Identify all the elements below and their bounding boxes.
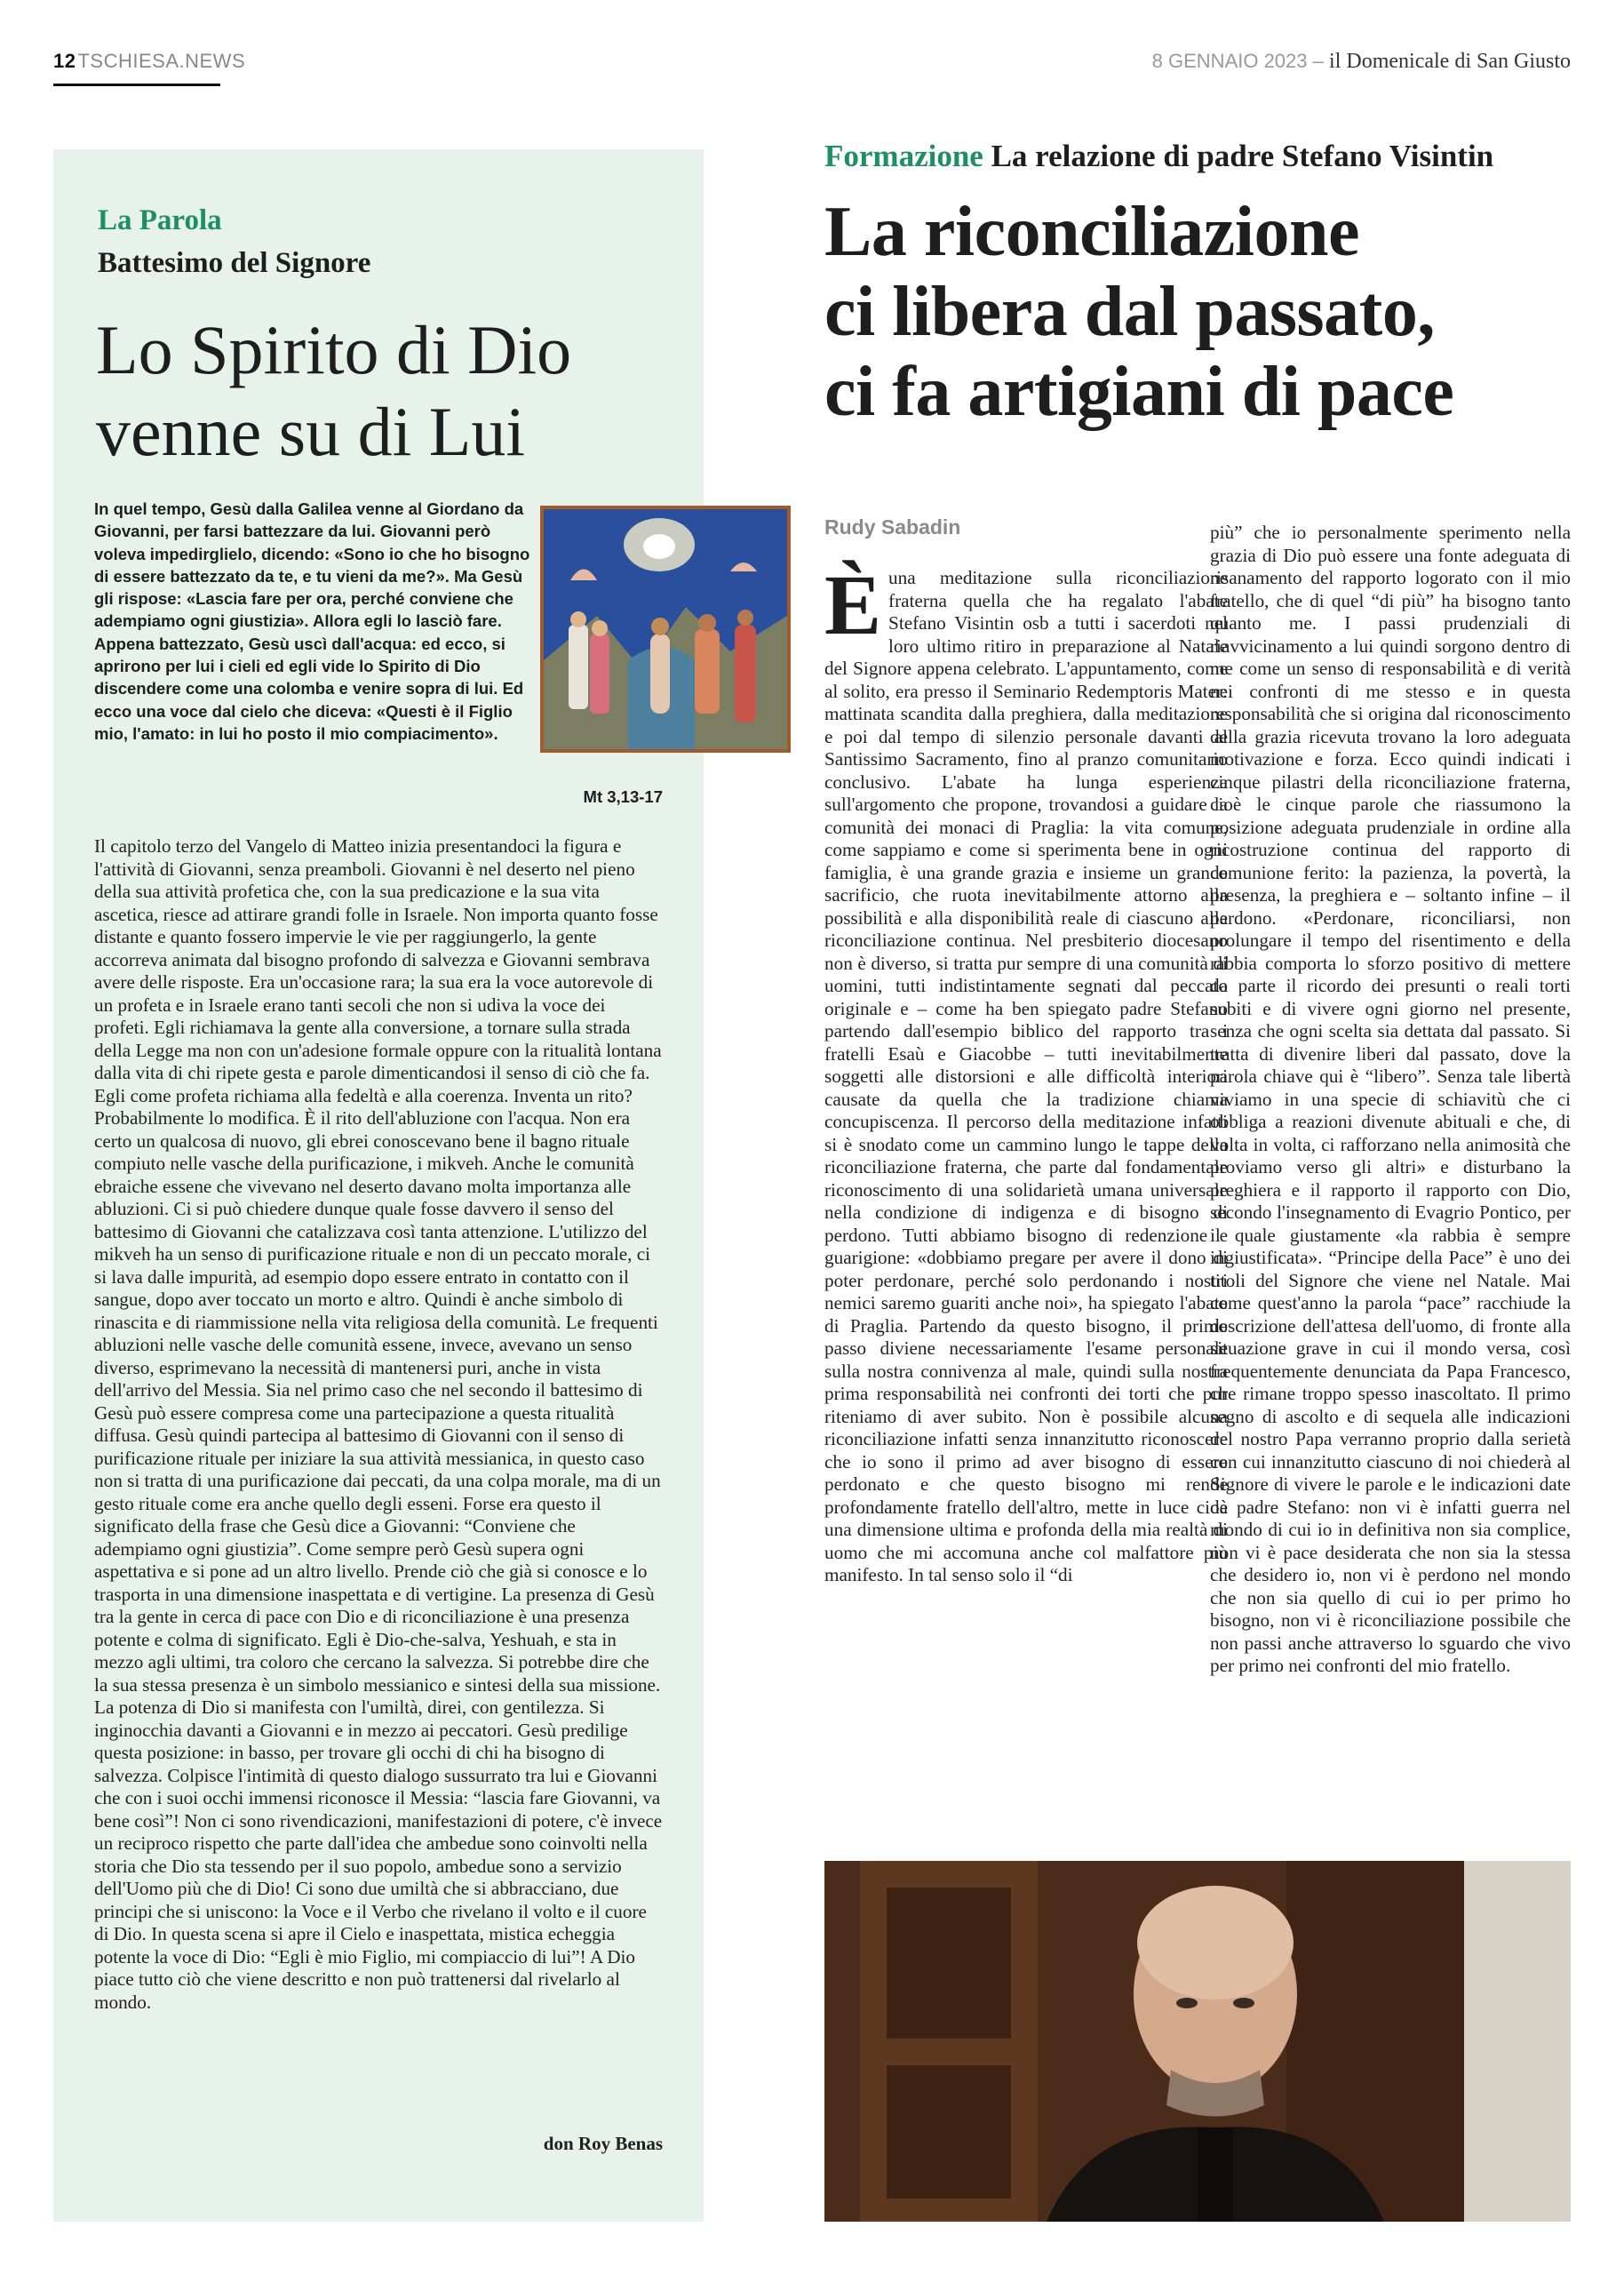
header-separator: – bbox=[1312, 50, 1324, 72]
left-author: don Roy Benas bbox=[543, 2133, 663, 2154]
portrait-photo bbox=[824, 1861, 1571, 2222]
kicker-section: Formazione bbox=[824, 139, 983, 173]
page-number: 12 bbox=[53, 50, 76, 72]
section-subtitle: Battesimo del Signore bbox=[98, 247, 371, 279]
title-line: venne su di Lui bbox=[96, 393, 526, 470]
title-line: La riconciliazione bbox=[824, 193, 1360, 271]
article-title-left bbox=[96, 309, 682, 473]
gospel-passage: In quel tempo, Gesù dalla Galilea venne al Giordano da Giovanni, per farsi battezzare da lui. Giovanni però voleva impedirglielo, dicendo: «Sono io che ho bisogno di essere battezzato da te, e tu vieni da me?». Ma Gesù gli rispose: «Lascia fare per ora, perché conviene che adempiamo ogni giustizia». Allora egli lo lasciò fare. Appena battezzato, Gesù uscì dall'acqua: ed ecco, si aprirono per lui i cieli ed egli vide lo Spirito di Dio discendere come una colomba e venire sopra di lui. Ed ecco una voce dal cielo che diceva: «Questi è il Figlio mio, l'amato: in lui ho posto il mio compiacimento». bbox=[94, 499, 530, 743]
portrait-illustration bbox=[824, 1861, 1571, 2222]
dropcap: È bbox=[824, 557, 882, 652]
paper-name: il Domenicale di San Giusto bbox=[1329, 50, 1571, 73]
title-line: Lo Spirito di Dio bbox=[96, 311, 572, 388]
header-rule bbox=[53, 84, 220, 86]
article-kicker bbox=[824, 139, 1493, 174]
left-article-body: Il capitolo terzo del Vangelo di Matteo inizia presentandoci la figura e l'attività di Giovanni, senza preamboli. Giovanni è nel deserto nel pieno della sua attività profetica che, con la sua predicazione e la sua vita ascetica, riesce ad attirare grandi folle in Israele. Non importa quanto fosse distante e quanto fossero impervie le vie per raggiungerlo, la gente accorreva animata dal bisogno profondo di salvezza e Giovanni sembrava avere delle risposte. Era un'occasione rara; la sua era la voce autorevole di un profeta e in Israele erano tanti secoli che non si udiva la voce dei profeti. Egli richiamava la gente alla conversione, a tornare sulla strada della Legge ma non con un'adesione formale oppure con la ritualità lontana dalla vita di chi ripete gesta e parole dimenticandosi il senso di ciò che fa. Egli come profeta richiama alla fedeltà e alla coerenza. Inventa un rito? Probabilmente lo modifica. È il rito dell'abluzione con l'acqua. Non era certo un qualcosa di nuovo, gli ebrei conoscevano bene il bagno rituale compiuto nelle vasche della purificazione, i mikveh. Anche le comunità ebraiche essene che vivevano nel deserto davano molta importanza alle abluzioni. Ci si può chiedere dunque quale fosse davvero il senso del battesimo di Giovanni che catalizzava così tanta attenzione. L'utilizzo del mikveh ha un senso di purificazione rituale e non di un peccato morale, ci si lava dalle impurità, ad esempio dopo essere entrato in contatto con il sangue, dopo aver toccato un morto e altro. Quindi è anche simbolo di rinascita e di riammissione nella vita religiosa della comunità. Le frequenti abluzioni nelle vasche delle comunità essene, invece, avevano un senso diverso, esprimevano la necessità di mantenersi puri, anche in vista dell'arrivo del Messia. Sia nel primo caso che nel secondo il battesimo di Gesù può essere compresa come una partecipazione a questa ritualità diffusa. Gesù quindi partecipa al battesimo di Giovanni con il senso di purificazione rituale per iniziare la sua attività messianica, in questo caso non si tratta di una purificazione dai peccati, da una colpa morale, ma di un gesto rituale come era anche quello degli esseni. Forse era questo il significato della frase che Gesù dice a Giovanni: “Conviene che adempiamo ogni giustizia”. Come sempre però Gesù supera ogni aspettativa e si pone ad un altro livello. Prende ciò che già si conosce e lo trasporta in una dimensione inaspettata e di vertigine. La presenza di Gesù tra la gente in cerca di pace con Dio e di riconciliazione è una presenza potente e colma di significato. Egli è Dio-che-salva, Yeshuah, e sta in mezzo agli ultimi, tra coloro che cercano la salvezza. Si potrebbe dire che la sua stessa presenza è un simbolo messianico e sintesi della sua missione. La potenza di Dio si manifesta con l'umiltà, direi, con gentilezza. Si inginocchia davanti a Giovanni e in mezzo ai peccatori. Gesù predilige questa posizione: in basso, per trovare gli occhi di chi ha bisogno di salvezza. Colpisce l'intimità di questo dialogo sussurrato tra lui e Giovanni che con i suoi occhi immensi riconosce il Messia: “lascia fare Giovanni, va bene così”! Non ci sono rivendicazioni, manifestazioni di potere, c'è invece un reciproco rispetto che parte dall'idea che ambedue sono coinvolti nella storia che Dio sta tessendo per il suo popolo, ambedue sono a servizio dell'Uomo più che di Dio! Ci sono due umiltà che si abbracciano, due principi che si uniscono: la Voce e il Verbo che rivelano il volto e il cuore di Dio. In questa scena si apre il Cielo e inaspettata, mistica echeggia potente la voce di Dio: “Egli è mio Figlio, mi compiaccio di lui”! A Dio piace tutto ciò che viene descritto e non può trattenersi dal rivelarlo al mondo. bbox=[94, 835, 663, 2013]
baptism-painting-image bbox=[540, 506, 791, 753]
page-header-right bbox=[1152, 50, 1571, 74]
article-column-2: più” che io personalmente sperimento nella grazia di Dio può essere una fonte adeguata di risanamento del rapporto logorato con il mio fratello, che di quel “di più” ha bisogno tanto quanto me. I passi prudenziali di riavvicinamento a lui quindi sorgono dentro di me come un senso di responsabilità e di verità nei confronti di me stesso e in questa responsabilità che si origina dal riconoscimento della grazia ricevuta trovano la loro adeguata motivazione e forza. Ecco quindi indicati i cinque pilastri della riconciliazione fraterna, cioè le cinque parole che riassumono la posizione adeguata prudenziale in ordine alla ricostruzione continua del rapporto di comunione ferito: la pazienza, la povertà, la presenza, la preghiera e – soltanto infine – il perdono. «Perdonare, riconciliarsi, non prolungare il tempo del risentimento e della rabbia comporta lo sforzo positivo di mettere da parte il ricordo dei presunti o reali torti subiti e di vivere ogni giorno nel presente, senza che ogni scelta sia dettata dal passato. Si tratta di divenire liberi dal passato, dove la parola chiave qui è “libero”. Senza tale libertà viviamo in una specie di schiavitù che ci obbliga a reazioni divenute abituali e che, di volta in volta, ci rafforzano nella animosità che proviamo verso gli altri» e disturbano la preghiera e il rapporto il rapporto con Dio, secondo l'insegnamento di Evagrio Pontico, per il quale giustamente «la rabbia è sempre ingiustificata». “Principe della Pace” è uno dei titoli del Signore che viene nel Natale. Mai come quest'anno la parola “pace” racchiude la descrizione dell'attesa dell'uomo, di fronte alla situazione grave in cui il mondo versa, così frequentemente denunciata da Papa Francesco, che rimane troppo spesso inascoltato. Il primo segno di ascolto e di sequela alle indicazioni del nostro Papa verranno proprio dalla serietà con cui innanzitutto ciascuno di noi chiederà al Signore di vivere le parole e le indicazioni date da padre Stefano: non vi è infatti guerra nel mondo di cui io in definitiva non sia complice, non vi è pace desiderata che non sia la stessa che desidero io, non vi è perdono nel mondo che non sia quello di cui io per primo ho bisogno, non vi è riconciliazione possibile che non passi anche attraverso lo sguardo che vivo per primo nei confronti del mio fratello. bbox=[1210, 522, 1571, 1676]
issue-date: 8 GENNAIO 2023 bbox=[1151, 50, 1308, 72]
page-header-left bbox=[53, 50, 245, 73]
article-title-right bbox=[824, 192, 1588, 432]
right-author: Rudy Sabadin bbox=[824, 515, 961, 539]
title-line: ci fa artigiani di pace bbox=[824, 353, 1454, 431]
article-column-1 bbox=[824, 557, 1228, 1587]
site-name[interactable]: TSCHIESA.NEWS bbox=[77, 50, 246, 72]
column-1-text: una meditazione sulla riconciliazione fraterna quella che ha regalato l'abate Stefano Visintin osb a tutti i sacerdoti nel loro ultimo ritiro in preparazione al Natale del Signore appena celebrato. L'appuntamento, come al solito, era presso il Seminario Redemptoris Mater: mattinata scandita dalla preghiera, dalla meditazione e poi dal tempo di silenzio personale davanti al Santissimo Sacramento, fino al pranzo comunitario conclusivo. L'abate ha lunga esperienza sull'argomento che propone, trovandosi a guidare la comunità dei monaci di Praglia: la vita comune, come sappiamo e come si sperimenta bene in ogni famiglia, è una grande grazia e insieme un grande sacrificio, che ruota inevitabilmente attorno alla possibilità e alla disponibilità reale di ciascuno alla riconciliazione continua. Nel presbiterio diocesano non è diverso, si tratta pur sempre di una comunità di uomini, tutti indistintamente segnati dal peccato originale e – come ha ben spiegato padre Stefano partendo dall'esempio biblico del rapporto tra i fratelli Esaù e Giacobbe – tutti inevitabilmente soggetti alle distorsioni e alle difficoltà interiori causate da quella che la tradizione chiama concupiscenza. Il percorso della meditazione infatti si è snodato come un cammino lungo le tappe della riconciliazione fraterna, che parte dal fondamentale riconoscimento di una solidarietà umana universale nella condizione di indigenza e di bisogno di perdono. Tutti abbiamo bisogno di redenzione e guarigione: «dobbiamo pregare per avere il dono di poter perdonare, perché solo perdonando i nostri nemici saremo guariti anche noi», ha spiegato l'abate di Praglia. Partendo da questo bisogno, il primo passo diviene necessariamente l'esame personale sulla nostra connivenza al male, quindi sulla nostra prima responsabilità nei confronti dei torti che pur riteniamo di aver subito. Non è possibile alcuna riconciliazione infatti senza innanzitutto riconoscere che io sono il primo ad aver bisogno di essere perdonato e che questo bisogno mi rende profondamente fratello dell'altro, mette in luce cioè una dimensione ultima e profonda della mia realtà di uomo che mi accomuna anche col malfattore più manifesto. In tal senso solo il “di bbox=[824, 567, 1228, 1585]
section-label: La Parola bbox=[98, 204, 222, 236]
kicker-text: La relazione di padre Stefano Visintin bbox=[991, 139, 1494, 173]
painting-illustration bbox=[544, 509, 787, 749]
gospel-reference: Mt 3,13-17 bbox=[583, 787, 663, 806]
title-line: ci libera dal passato, bbox=[824, 273, 1435, 351]
